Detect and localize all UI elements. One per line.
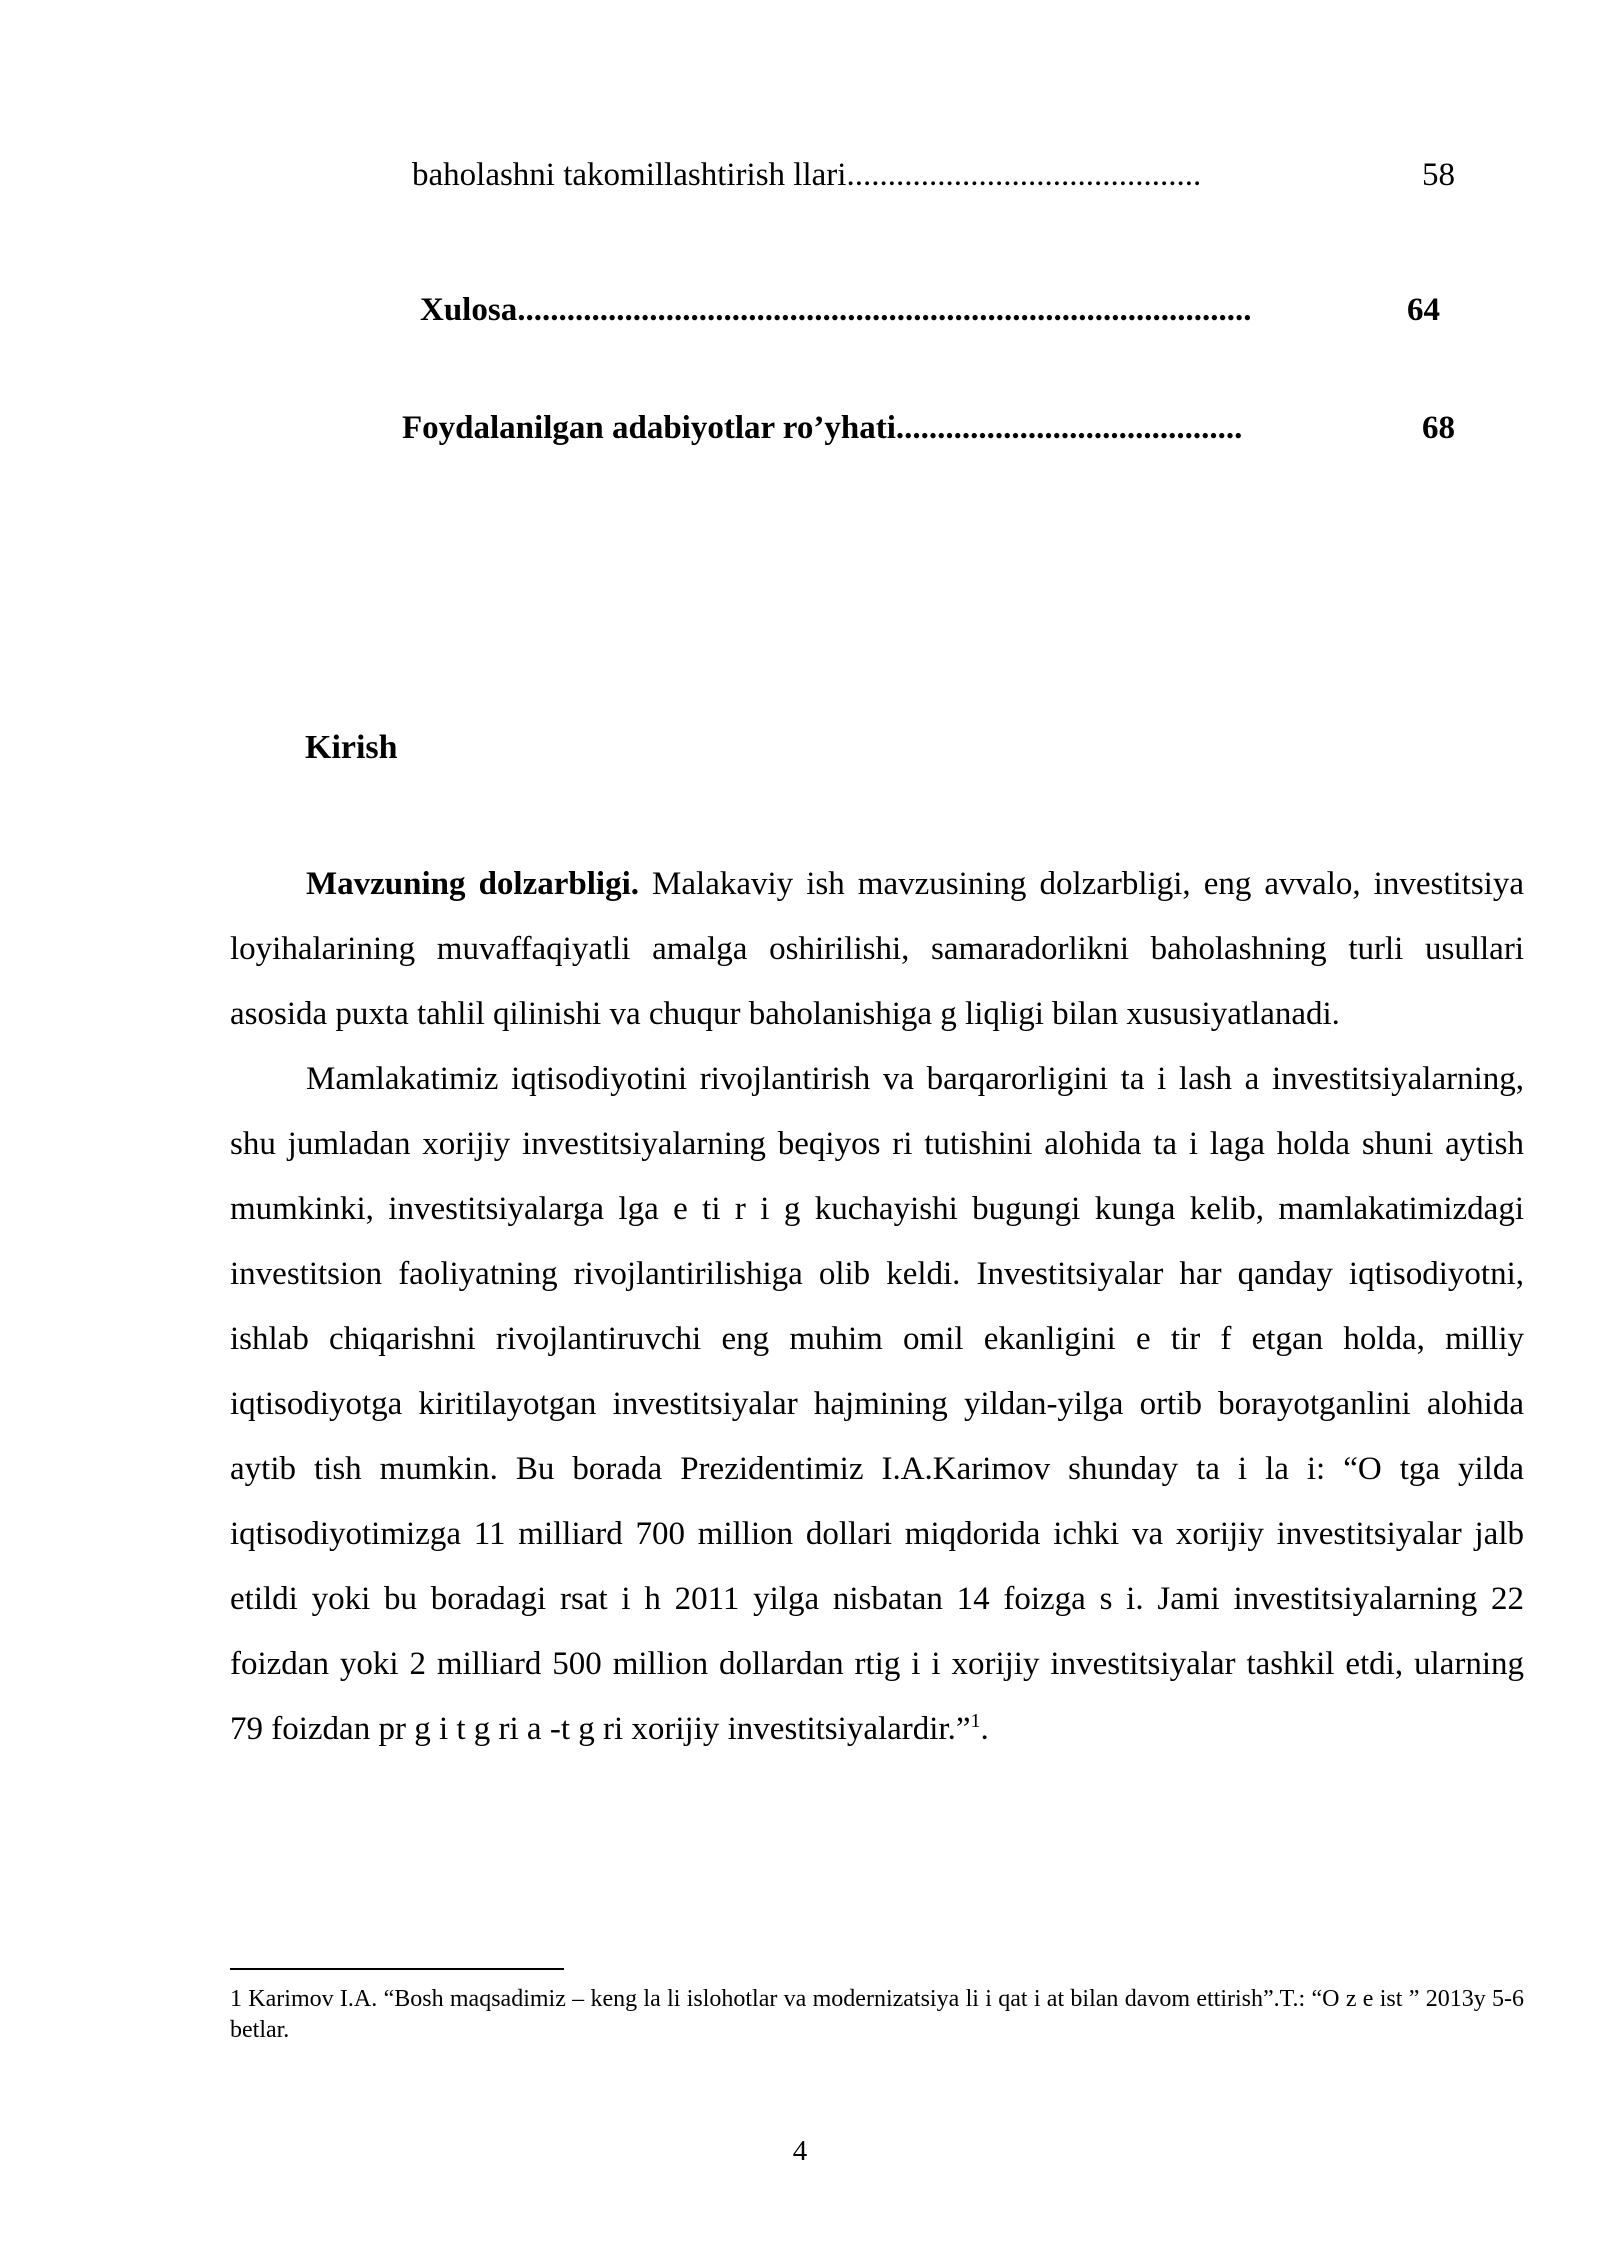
toc-entry-1 (412, 155, 1201, 195)
paragraph-relevance (230, 852, 1524, 1047)
toc-entry-title: Foydalanilgan adabiyotlar ro’yhati (402, 410, 896, 446)
section-heading: Kirish (305, 729, 398, 766)
toc-entry-page: 58 (1422, 157, 1455, 193)
toc-entry-dots: ......................................................................................... (517, 292, 1252, 328)
paragraph-lead: Mavzuning dolzarbligi. (306, 866, 639, 902)
footnote: 1 Karimov I.A. “Bosh maqsadimiz – keng la li islohotlar va modernizatsiya li i qat i at bilan davom ettirish”.T.: “O z e ist ” 2013y 5-6 betlar. (230, 1986, 1524, 2043)
paragraph-investments (230, 1047, 1524, 1762)
toc-entry-3 (402, 408, 1242, 448)
footnote-divider (230, 1968, 564, 1970)
page-number: 4 (792, 2135, 808, 2167)
paragraph-end: . (980, 1711, 989, 1747)
body-text (230, 852, 1524, 1762)
toc-entry-title: Xulosa (420, 292, 518, 328)
paragraph-text: Mamlakatimiz iqtisodiyotini rivojlantirish va barqarorligini ta i lash a investitsiyalarning, shu jumladan xorijiy investitsiyalarning beqiyos ri tutishini alohida ta i laga holda shuni aytish mumkinki, investitsiyalarga lga e ti r i g kuchayishi bugungi kunga kelib, mamlakatimizdagi investitsion faoliyatning rivojlantirilishiga olib keldi. Investitsiyalar har qanday iqtisodiyotni, ishlab chiqarishni rivojlantiruvchi eng muhim omil ekanligini e tir f etgan holda, milliy iqtisodiyotga kiritilayotgan investitsiyalar hajmining yildan-yilga ortib borayotganlini alohida aytib tish mumkin. Bu borada Prezidentimiz I.A.Karimov shunday ta i la i: “O tga yilda iqtisodiyotimizga 11 milliard 700 million dollari miqdorida ichki va xorijiy investitsiyalar jalb etildi yoki bu boradagi rsat i h 2011 yilga nisbatan 14 foizga s i. Jami investitsiyalarning 22 foizdan yoki 2 milliard 500 million dollardan rtig i i xorijiy investitsiyalar tashkil etdi, ularning 79 foizdan pr g i t g ri a -t g ri xorijiy investitsiyalardir.” (230, 1061, 1524, 1747)
toc-entry-2 (420, 290, 1251, 330)
paragraph-text: Malakaviy ish mavzusining dolzarbligi, eng avvalo, investitsiya loyihalarining muvaffaqiyatli amalga oshirilishi, samaradorlikni baholashning turli usullari asosida puxta tahlil qilinishi va chuqur baholanishiga g liqligi bilan xususiyatlanadi. (230, 866, 1524, 1032)
toc-entry-page: 68 (1422, 410, 1455, 446)
toc-entry-title: baholashni takomillashtirish llari (412, 157, 847, 193)
toc-entry-dots: .......................................... (895, 410, 1243, 446)
footnote-reference[interactable]: 1 (970, 1710, 981, 1732)
toc-entry-page: 64 (1407, 292, 1440, 328)
toc-entry-dots: ........................................... (846, 157, 1202, 193)
